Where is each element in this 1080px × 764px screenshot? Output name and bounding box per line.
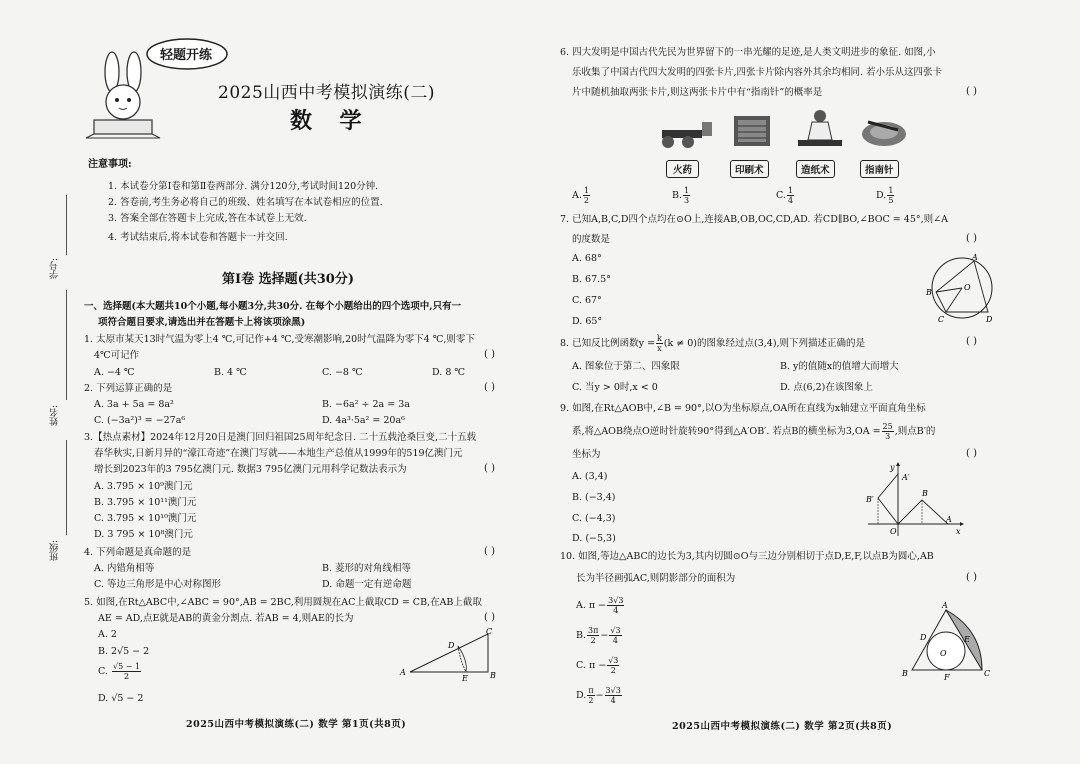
q9-stem: 坐标为 [572,449,601,460]
q7-option-c: C. 67° [572,295,602,306]
card-label: 造纸术 [796,160,835,178]
q2-option-d: D. 4a³·5a² = 20a⁶ [322,415,405,426]
q2-option-a: A. 3a + 5a = 8a² [94,399,174,410]
point-label: A′ [902,473,910,482]
q6-option-a: A. $\frac{1}{2}$ [572,186,589,205]
point-label: E [462,674,468,682]
notice-item: 4. 考试结束后,将本试卷和答题卡一并交回. [108,232,288,243]
point-label: A [972,253,978,262]
q8-option-a: A. 图象位于第二、四象限 [572,361,680,372]
axis-label: y [890,463,895,472]
point-label: C [984,669,991,678]
answer-paren: ( ) [966,233,977,244]
answer-paren: ( ) [484,463,495,474]
q3-option-b: B. 3.795 × 10¹¹澳门元 [94,497,197,508]
papermaking-icon [794,108,846,152]
point-label: D [986,315,993,324]
q10-option-d: D. $\frac{\pi}{2}$ − $\frac{3√3}{4}$ [576,686,621,705]
point-label: B′ [866,495,874,504]
answer-paren: ( ) [484,382,495,393]
name-label: 姓名: [50,405,60,427]
answer-paren: ( ) [484,546,495,557]
q3-option-d: D. 3 795 × 10⁸澳门元 [94,529,193,540]
printing-block-icon [728,112,778,152]
point-label: B [922,489,928,498]
q5-triangle-figure [396,626,506,682]
q7-option-b: B. 67.5° [572,274,611,285]
point-label: B [926,288,932,297]
student-number-label: 学号: [50,258,60,280]
q7-stem: 7. 已知A,B,C,D四个点均在⊙O上,连接AB,OB,OC,CD,AD. 若CD∥BO,∠BOC = 45°,则∠A [560,214,948,225]
q10-stem: 10. 如图,等边△ABC的边长为3,其内切圆⊙O与三边分别相切于点D,E,F,以点B为圆心,AB [560,551,934,562]
q4-option-a: A. 内错角相等 [94,563,155,574]
card-label: 火药 [666,160,699,178]
point-label: D [448,641,455,650]
notice-item: 1. 本试卷分第Ⅰ卷和第Ⅱ卷两部分. 满分120分,考试时间120分钟. [108,181,379,192]
q2-option-b: B. −6a² ÷ 2a = 3a [322,399,410,410]
point-label: A [400,668,406,677]
card-label: 指南针 [860,160,899,178]
q1-option-a: A. −4 ℃ [94,367,135,378]
q5-option-a: A. 2 [98,629,117,640]
footer-right: 2025山西中考模拟演练(二) 数学 第2页(共8页) [672,721,893,732]
q7-option-d: D. 65° [572,316,603,327]
q7-stem: 的度数是 [572,234,611,245]
q4-stem: 4. 下列命题是真命题的是 [84,547,192,558]
compass-icon [858,110,910,152]
q2-option-c: C. (−3a²)³ = −27a⁶ [94,415,186,426]
q2-stem: 2. 下列运算正确的是 [84,383,173,394]
q1-stem: 4℃可记作 [94,350,140,361]
point-label: A [942,601,948,610]
q6-stem: 片中随机抽取两张卡片,则这两张卡片中有“指南针”的概率是 [572,87,823,98]
point-label: C [486,627,493,636]
q5-option-c: C. $\frac{√5 - 1}{2}$ [98,662,141,681]
margin-line [66,290,67,400]
point-label: D [920,633,927,642]
q4-option-b: B. 菱形的对角线相等 [322,563,412,574]
q3-stem: 3.【热点素材】2024年12月20日是澳门回归祖国25周年纪念日. 二十五载沧桑巨变,二十五载 [84,432,477,443]
q8-option-d: D. 点(6,2)在该图象上 [780,382,873,393]
point-label: O [964,283,971,292]
notice-item: 2. 答卷前,考生务必将自己的班级、姓名填写在本试卷相应的位置. [108,197,383,208]
q3-stem: 春华秋实,日新月异的“濠江奇迹”在澳门写就——本地生产总值从1999年的519亿澳门元 [94,448,463,459]
q10-option-a: A. π − $\frac{3√3}{4}$ [576,596,624,615]
answer-paren: ( ) [484,349,495,360]
q6-option-d: D. $\frac{1}{5}$ [876,186,894,205]
q9-option-d: D. (−5,3) [572,533,616,544]
q6-option-c: C. $\frac{1}{4}$ [776,186,794,205]
q5-option-b: B. 2√5 − 2 [98,646,150,657]
q4-option-c: C. 等边三角形是中心对称图形 [94,579,221,590]
class-label: 班级: [50,540,60,562]
q8-stem: 8. 已知反比例函数y = $\frac{k}{x}$ (k ≠ 0)的图象经过点(3,4),则下列描述正确的是 [560,334,866,353]
axis-label: x [956,527,961,536]
q3-option-c: C. 3.795 × 10¹⁰澳门元 [94,513,197,524]
q9-option-b: B. (−3,4) [572,492,616,503]
q7-circle-figure [922,250,1002,326]
answer-paren: ( ) [966,572,977,583]
answer-paren: ( ) [966,86,977,97]
q5-option-d: D. √5 − 2 [98,693,144,704]
q8-option-b: B. y的值随x的值增大而增大 [780,361,899,372]
point-label: C [938,315,945,324]
answer-paren: ( ) [484,612,495,623]
card-label: 印刷术 [730,160,769,178]
point-label: B [490,671,496,680]
q1-option-b: B. 4 ℃ [214,367,247,378]
q6-stem: 乐收集了中国古代四大发明的四张卡片,四张卡片除内容外其余均相同. 若小乐从这四张卡 [572,67,943,78]
point-label: E [964,635,970,644]
q10-stem: 长为半径画弧AC,则阴影部分的面积为 [576,573,736,584]
q8-option-c: C. 当y > 0时,x < 0 [572,382,658,393]
q1-option-c: C. −8 ℃ [322,367,363,378]
q10-option-b: B. $\frac{3\pi}{2}$ − $\frac{√3}{4}$ [576,626,621,645]
q5-stem: 5. 如图,在Rt△ABC中,∠ABC = 90°,AB = 2BC,利用圆规在AC上截取CD = CB,在AB上截取 [84,597,482,608]
notice-item: 3. 答案全部在答题卡上完成,答在本试卷上无效. [108,213,307,224]
answer-paren: ( ) [966,448,977,459]
q3-stem: 增长到2023年的3 795亿澳门元. 数据3 795亿澳门元用科学记数法表示为 [94,464,407,475]
answer-paren: ( ) [966,336,977,347]
point-label: F [944,673,950,682]
q3-option-a: A. 3.795 × 10⁹澳门元 [94,481,193,492]
q10-option-c: C. π − $\frac{√3}{2}$ [576,656,619,675]
q1-option-d: D. 8 ℃ [432,367,466,378]
q4-option-d: D. 命题一定有逆命题 [322,579,412,590]
q5-stem: AE = AD,点E就是AB的黄金分割点. 若AB = 4,则AE的长为 [98,613,354,624]
margin-line [66,440,67,535]
point-label: O [890,527,897,536]
footer-left: 2025山西中考模拟演练(二) 数学 第1页(共8页) [186,719,407,730]
q10-triangle-figure [900,600,994,682]
q9-stem: 系,将△AOB绕点O逆时针旋转90°得到△A′OB′. 若点B的横坐标为3,OA = $\frac{25}{3}$ ,则点B′的 [572,422,936,441]
section-instructions: 一、选择题(本大题共10个小题,每小题3分,共30分. 在每个小题给出的四个选项中,只有一 [84,301,462,312]
q1-stem: 1. 太原市某天13时气温为零上4 ℃,可记作+4 ℃,受寒潮影响,20时气温降为零下4 ℃,则零下 [84,334,475,345]
q6-stem: 6. 四大发明是中国古代先民为世界留下的一串光耀的足迹,是人类文明进步的象征. 如图,小 [560,47,936,58]
q9-option-a: A. (3,4) [572,471,608,482]
point-label: B [902,669,908,678]
section-title: 第Ⅰ卷 选择题(共30分) [222,272,354,287]
q9-coordinate-figure [860,460,970,540]
margin-line [66,195,67,255]
q7-option-a: A. 68° [572,253,602,264]
point-label: O [940,649,947,658]
point-label: A [946,515,952,524]
q9-option-c: C. (−4,3) [572,513,616,524]
section-instructions: 项符合题目要求,请选出并在答题卡上将该项涂黑) [98,317,306,328]
q6-option-b: B. $\frac{1}{3}$ [672,186,690,205]
q9-stem: 9. 如图,在Rt△AOB中,∠B = 90°,以O为坐标原点,OA所在直线为x轴建立平面直角坐标 [560,403,926,414]
notice-title: 注意事项: [88,159,132,170]
exam-title: 2025山西中考模拟演练(二) [218,83,436,103]
badge-text: 轻题开练 [160,48,213,63]
subject-title: 数 学 [290,109,372,134]
gunpowder-icon [658,112,714,152]
